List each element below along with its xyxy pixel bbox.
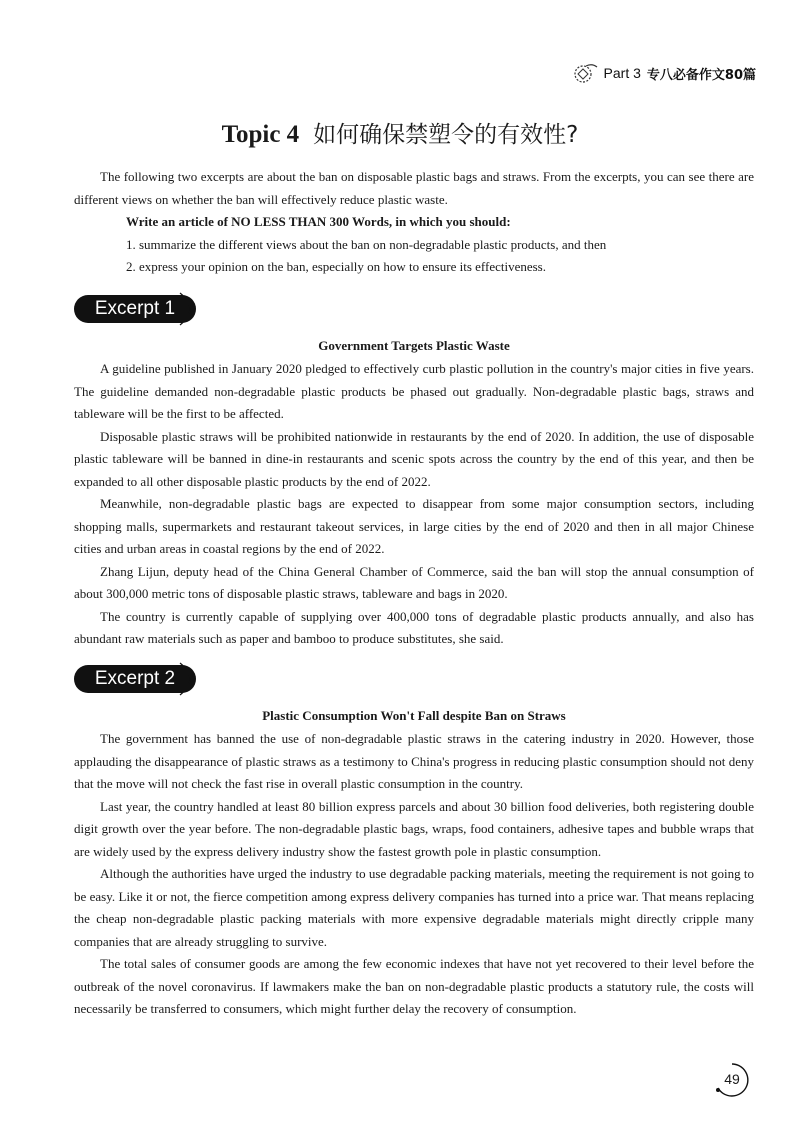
excerpt-1-paragraph: Disposable plastic straws will be prohibited nationwide in restaurants by the end of 2020. In addition, the use of disposable plastic tableware will be banned in dine-in restaurants and scenic spots across the country by the end of this year, and then be expanded to all other disposable plastic products by the end of 2022. <box>74 428 754 489</box>
writing-requirement: Write an article of NO LESS THAN 300 Words, in which you should: <box>126 214 511 230</box>
running-header <box>572 62 756 84</box>
header-part-label: Part 3 <box>603 65 641 81</box>
excerpt-2-paragraph: The government has banned the use of non-degradable plastic straws in the catering industry in 2020. However, those applauding the disappearance of plastic straws as a testimony to China's progress in reducing plastic consumption should not deny that the move will not check the fast rise in overall plastic consumption in the country. <box>74 731 754 791</box>
excerpt-2-paragraph: Although the authorities have urged the industry to use degradable packing materials, meeting the requirement is not going to be easy. Like it or not, the fierce competition among express delivery companies has turned into a price war. That means replacing the cheap non-degradable plastic packing materials with more expensive degradable materials might directly cripple many companies that are already struggling to survive. <box>74 866 754 949</box>
excerpt-2-paragraph: Last year, the country handled at least 80 billion express parcels and about 30 billion food deliveries, both registering double digit growth over the year before. The non-degradable plastic bags, wraps, food containers, adhesive tapes and bubble wraps that are widely used by the express delivery industry show the fastest growth pole in plastic consumption. <box>74 798 754 859</box>
excerpt-2-badge-label: Excerpt 2 <box>94 668 176 689</box>
intro-paragraph: The following two excerpts are about the ban on disposable plastic bags and straws. From the excerpts, you can see there are different views on whether the ban will effectively reduce plastic waste. <box>74 169 754 207</box>
excerpt-2-heading: Plastic Consumption Won't Fall despite Ban on Straws <box>262 708 566 723</box>
excerpt-1-heading: Government Targets Plastic Waste <box>318 338 510 353</box>
excerpt-1-badge-label: Excerpt 1 <box>94 298 176 319</box>
header-series-title: 专八必备作文80篇 <box>646 67 756 83</box>
page-number <box>714 1062 750 1098</box>
excerpt-1-section <box>74 335 754 651</box>
book-logo-icon <box>572 62 598 84</box>
page-number-label: 49 <box>724 1071 740 1087</box>
excerpt-2-paragraph: The total sales of consumer goods are among the few economic indexes that have not yet recovered to their level before the outbreak of the novel coronavirus. If lawmakers make the ban on non-degradable plastic products a statutory rule, the costs will necessarily be transferred to consumers, which might further delay the recovery of consumption. <box>74 956 754 1016</box>
excerpt-1-paragraph: Zhang Lijun, deputy head of the China General Chamber of Commerce, said the ban will stop the annual consumption of about 300,000 metric tons of disposable plastic straws, tableware and bags in 2020. <box>74 563 754 601</box>
task-instructions <box>74 166 754 279</box>
topic-number: Topic 4 <box>221 121 300 148</box>
requirement-item-1: 1. summarize the different views about the ban on non-degradable plastic products, and then <box>126 236 607 252</box>
page-title <box>0 116 800 149</box>
topic-chinese-title: 如何确保禁塑令的有效性? <box>313 122 579 148</box>
badge-curve-decoration <box>176 289 206 329</box>
requirement-item-2: 2. express your opinion on the ban, especially on how to ensure its effectiveness. <box>126 259 546 275</box>
badge-curve-decoration <box>176 659 206 699</box>
excerpt-1-paragraph: Meanwhile, non-degradable plastic bags are expected to disappear from some major consumption sectors, including shopping malls, supermarkets and restaurant takeout services, in large cities by the end of 2020 and then in all major Chinese cities and urban areas in coastal regions by the end of 2022. <box>74 496 754 556</box>
excerpt-1-paragraph: The country is currently capable of supplying over 400,000 tons of degradable plastic products annually, and also has abundant raw materials such as paper and bamboo to produce substitutes, she said. <box>74 608 754 646</box>
excerpt-2-section <box>74 705 754 1021</box>
excerpt-1-paragraph: A guideline published in January 2020 pledged to effectively curb plastic pollution in the country's major cities in five years. The guideline demanded non-degradable plastic products be phased out gradually. Non-degradable plastic bags, straws and tableware will be the first to be affected. <box>74 361 754 421</box>
